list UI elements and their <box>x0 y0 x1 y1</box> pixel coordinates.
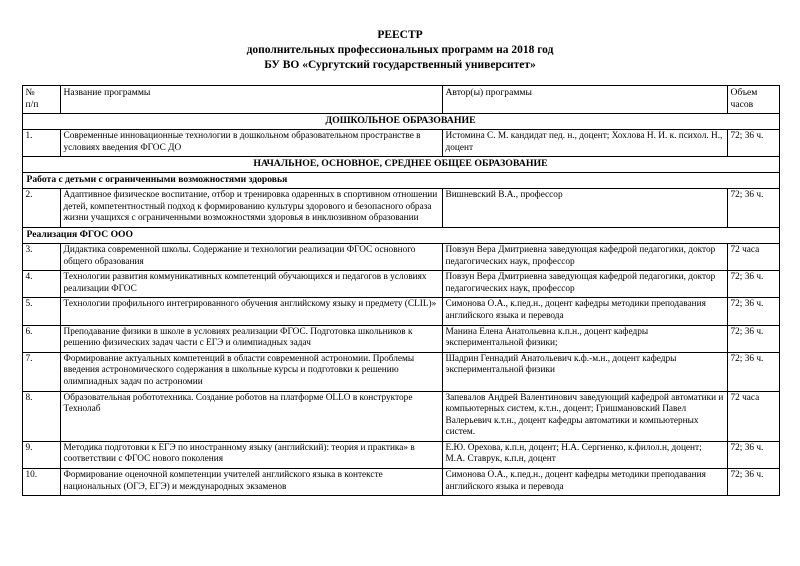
row-hours: 72; 36 ч. <box>727 325 779 352</box>
row-number: 9. <box>22 441 60 468</box>
row-hours: 72 часа <box>727 391 779 441</box>
row-program-name: Формирование оценочной компетенции учителей английского языка в контексте национальных (ОГЭ, ЕГЭ) и международных экзаменов <box>60 469 442 496</box>
row-number: 6. <box>22 325 60 352</box>
column-header-hours-line1: Объем <box>730 87 758 98</box>
row-program-name: Адаптивное физическое воспитание, отбор и тренировка одаренных в спортивном отношении детей, компетентностный подход к формированию культуры здорового и безопасного образа жизни учащихся с ограниченными возможностями здоровья в инклюзивном образовании <box>60 189 442 228</box>
column-header-hours <box>727 86 779 114</box>
table-row <box>22 298 779 325</box>
row-number: 3. <box>22 243 60 270</box>
table-row <box>22 469 779 496</box>
row-hours: 72; 36 ч. <box>727 271 779 298</box>
table-section-row <box>22 157 779 173</box>
table-section-row <box>22 114 779 130</box>
row-author: Симонова О.А., к.пед.н., доцент кафедры методики преподавания английского языка и перевода <box>442 298 727 325</box>
section-label: Реализация ФГОС ООО <box>22 227 779 243</box>
table-row <box>22 352 779 391</box>
row-program-name: Технологии профильного интегрированного обучения английскому языку и предмету (CLIL)» <box>60 298 442 325</box>
table-section-row <box>22 173 779 189</box>
row-program-name: Дидактика современной школы. Содержание и технологии реализации ФГОС основного общего образования <box>60 243 442 270</box>
row-number: 1. <box>22 130 60 157</box>
row-author: Манина Елена Анатольевна к.п.н., доцент кафедры экспериментальной физики; <box>442 325 727 352</box>
row-program-name: Образовательная робототехника. Создание роботов на платформе OLLO в конструкторе Технолаб <box>60 391 442 441</box>
table-header-row <box>22 86 779 114</box>
row-author: Истомина С. М. кандидат пед. н., доцент; Хохлова Н. И. к. психол. Н., доцент <box>442 130 727 157</box>
row-author: Повзун Вера Дмитриевна заведующая кафедрой педагогики, доктор педагогических наук, профессор <box>442 271 727 298</box>
row-program-name: Преподавание физики в школе в условиях реализации ФГОС. Подготовка школьников к решению физических задач части с ЕГЭ и олимпиадных задач <box>60 325 442 352</box>
row-number: 10. <box>22 469 60 496</box>
table-row <box>22 391 779 441</box>
table-head <box>22 86 779 114</box>
row-author: Вишневский В.А., профессор <box>442 189 727 228</box>
row-hours: 72; 36 ч. <box>727 189 779 228</box>
column-header-number-line1: № <box>25 87 35 98</box>
column-header-program-name: Название программы <box>60 86 442 114</box>
column-header-hours-line2: часов <box>730 99 754 110</box>
row-author: Запевалов Андрей Валентинович заведующий кафедрой автоматики и компьютерных систем, к.т.н., доцент; Гришмановский Павел Валерьевич к.т.н., доцент кафедры автоматики и компьютерных систем. <box>442 391 727 441</box>
table-body <box>22 114 779 496</box>
table-row <box>22 130 779 157</box>
row-hours: 72 часа <box>727 243 779 270</box>
row-hours: 72; 36 ч. <box>727 352 779 391</box>
document-title <box>0 0 800 73</box>
registry-table <box>22 85 780 496</box>
row-program-name: Технологии развития коммуникативных компетенций обучающихся и педагогов в условиях реализации ФГОС <box>60 271 442 298</box>
table-row <box>22 441 779 468</box>
row-number: 5. <box>22 298 60 325</box>
table-row <box>22 271 779 298</box>
section-label: НАЧАЛЬНОЕ, ОСНОВНОЕ, СРЕДНЕЕ ОБЩЕЕ ОБРАЗОВАНИЕ <box>22 157 779 173</box>
row-program-name: Современные инновационные технологии в дошкольном образовательном пространстве в условиях введения ФГОС ДО <box>60 130 442 157</box>
row-author: Е.Ю. Орехова, к.п.н, доцент; Н.А. Сергиенко, к.филол.н, доцент; М.А. Ставрук, к.п.н, доцент <box>442 441 727 468</box>
row-hours: 72; 36 ч. <box>727 469 779 496</box>
row-number: 7. <box>22 352 60 391</box>
title-line-1: РЕЕСТР <box>377 29 423 41</box>
row-hours: 72; 36 ч. <box>727 130 779 157</box>
table-row <box>22 325 779 352</box>
section-label: Работа с детьми с ограниченными возможностями здоровья <box>22 173 779 189</box>
registry-table-container <box>22 85 779 496</box>
column-header-number-line2: п/п <box>25 99 39 110</box>
row-author: Повзун Вера Дмитриевна заведующая кафедрой педагогики, доктор педагогических наук, профессор <box>442 243 727 270</box>
row-hours: 72; 36 ч. <box>727 441 779 468</box>
row-program-name: Формирование актуальных компетенций в области современной астрономии. Проблемы введения астрономического содержания в школьные курсы и подготовки к решению олимпиадных задач по астрономии <box>60 352 442 391</box>
table-row <box>22 189 779 228</box>
column-header-number <box>22 86 60 114</box>
row-hours: 72; 36 ч. <box>727 298 779 325</box>
row-number: 8. <box>22 391 60 441</box>
table-row <box>22 243 779 270</box>
column-header-author: Автор(ы) программы <box>442 86 727 114</box>
title-line-3: БУ ВО «Сургутский государственный университет» <box>264 59 536 71</box>
table-section-row <box>22 227 779 243</box>
row-author: Симонова О.А., к.пед.н., доцент кафедры методики преподавания английского языка и перевода <box>442 469 727 496</box>
row-number: 4. <box>22 271 60 298</box>
title-line-2: дополнительных профессиональных программ на 2018 год <box>246 44 554 56</box>
row-number: 2. <box>22 189 60 228</box>
row-author: Шадрин Геннадий Анатольевич к.ф.-м.н., доцент кафедры экспериментальной физики <box>442 352 727 391</box>
section-label: ДОШКОЛЬНОЕ ОБРАЗОВАНИЕ <box>22 114 779 130</box>
row-program-name: Методика подготовки к ЕГЭ по иностранному языку (английский): теория и практика» в соответствии с ФГОС нового поколения <box>60 441 442 468</box>
